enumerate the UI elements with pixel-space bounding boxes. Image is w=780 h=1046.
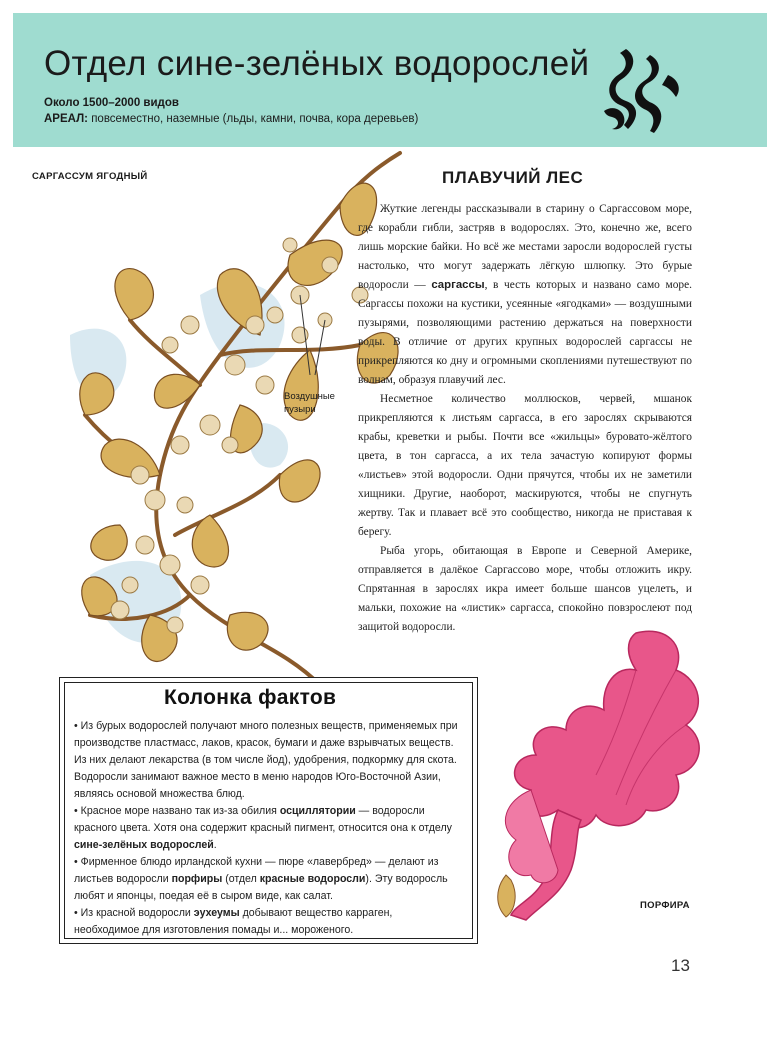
fact-item: • Из красной водоросли эухеумы добывают вещество карраген, необходимое для изготовления помады и... мороженого.: [74, 907, 393, 936]
facts-title: Колонка фактов: [164, 686, 337, 709]
fact-item: • Из бурых водорослей получают много полезных веществ, применяемых при производстве пластмасс, лаков, красок, бумаги и даже взрывчатых веществ. Из них делают лекарства (в том числе йод), удобрения, подкормку для скота. Водоросли занимают важное место в меню народов Юго-Восточной Азии, являясь основой множества блюд.: [74, 720, 458, 800]
facts-list: [74, 718, 460, 939]
range-label: АРЕАЛ:: [44, 113, 88, 125]
page-title: Отдел сине-зелёных водорослей: [44, 44, 590, 83]
facts-box: [59, 677, 478, 944]
article-heading: ПЛАВУЧИЙ ЛЕС: [442, 168, 584, 187]
porphyra-caption: ПОРФИРА: [640, 900, 690, 911]
porphyra-illustration: [486, 625, 716, 925]
fact-item: • Красное море названо так из-за обилия осциллятории — водоросли красного цвета. Хотя она содержит красный пигмент, относится она к отделу сине-зелёных водорослей.: [74, 805, 452, 851]
fact-item: • Фирменное блюдо ирландской кухни — пюре «лавербред» — делают из листьев водоросли порфиры (отдел красные водоросли). Эту водоросль любят и японцы, поедая её в сыром виде, как салат.: [74, 856, 448, 902]
species-count: Около 1500–2000 видов: [44, 97, 179, 109]
article-paragraph: Жуткие легенды рассказывали в старину о Саргассовом море, где корабли гибли, застряв в водорослях. Это, конечно же, всего лишь морские байки. Но всё же местами заросли водорослей густы настолько, что могут задержать лёгкую шлюпку. Это бурые водоросли — саргассы, в честь которых и названо само море. Саргассы похожи на кустики, усеянные «ягодками» — воздушными пузырями, позволяющими растению держаться на поверхности воды. В отличие от других крупных водорослей саргассы не прикрепляются ко дну и огромными скоплениями путешествуют по волнам, образуя плавучий лес.: [358, 203, 692, 386]
range-text: повсеместно, наземные (льды, камни, почва, кора деревьев): [91, 113, 419, 125]
seaweed-logo-icon: [598, 45, 688, 137]
air-bubbles-label: Воздушные пузыри: [284, 391, 335, 415]
page-number: 13: [671, 956, 690, 975]
article-paragraph: Рыба угорь, обитающая в Европе и Северной Америке, отправляется в далёкое Саргассово море, чтобы отложить икру. Спрятанная в зарослях икра имеет больше шансов уцелеть, и мальки, похожие на «листик» саргасса, спокойно повзрослеют под защитой водоросли.: [358, 545, 692, 633]
sargassum-caption: САРГАССУМ ЯГОДНЫЙ: [32, 171, 148, 182]
article-body: [358, 200, 692, 637]
article-paragraph: Несметное количество моллюсков, червей, мшанок прикрепляются к листьям саргасса, в его зарослях скрываются крабы, креветки и рыбы. Почти все «жильцы» буровато-жёлтого цвета, в тон саргасса, а их тела зачастую копируют формы «листьев» этой водоросли. Одни прячутся, чтобы их не заметили хищники. Другие, наоборот, маскируются, чтобы не спугнуть жертву. Так и плавает всё это сообщество, никогда не приставая к берегу.: [358, 393, 692, 538]
range-line: [44, 113, 418, 125]
